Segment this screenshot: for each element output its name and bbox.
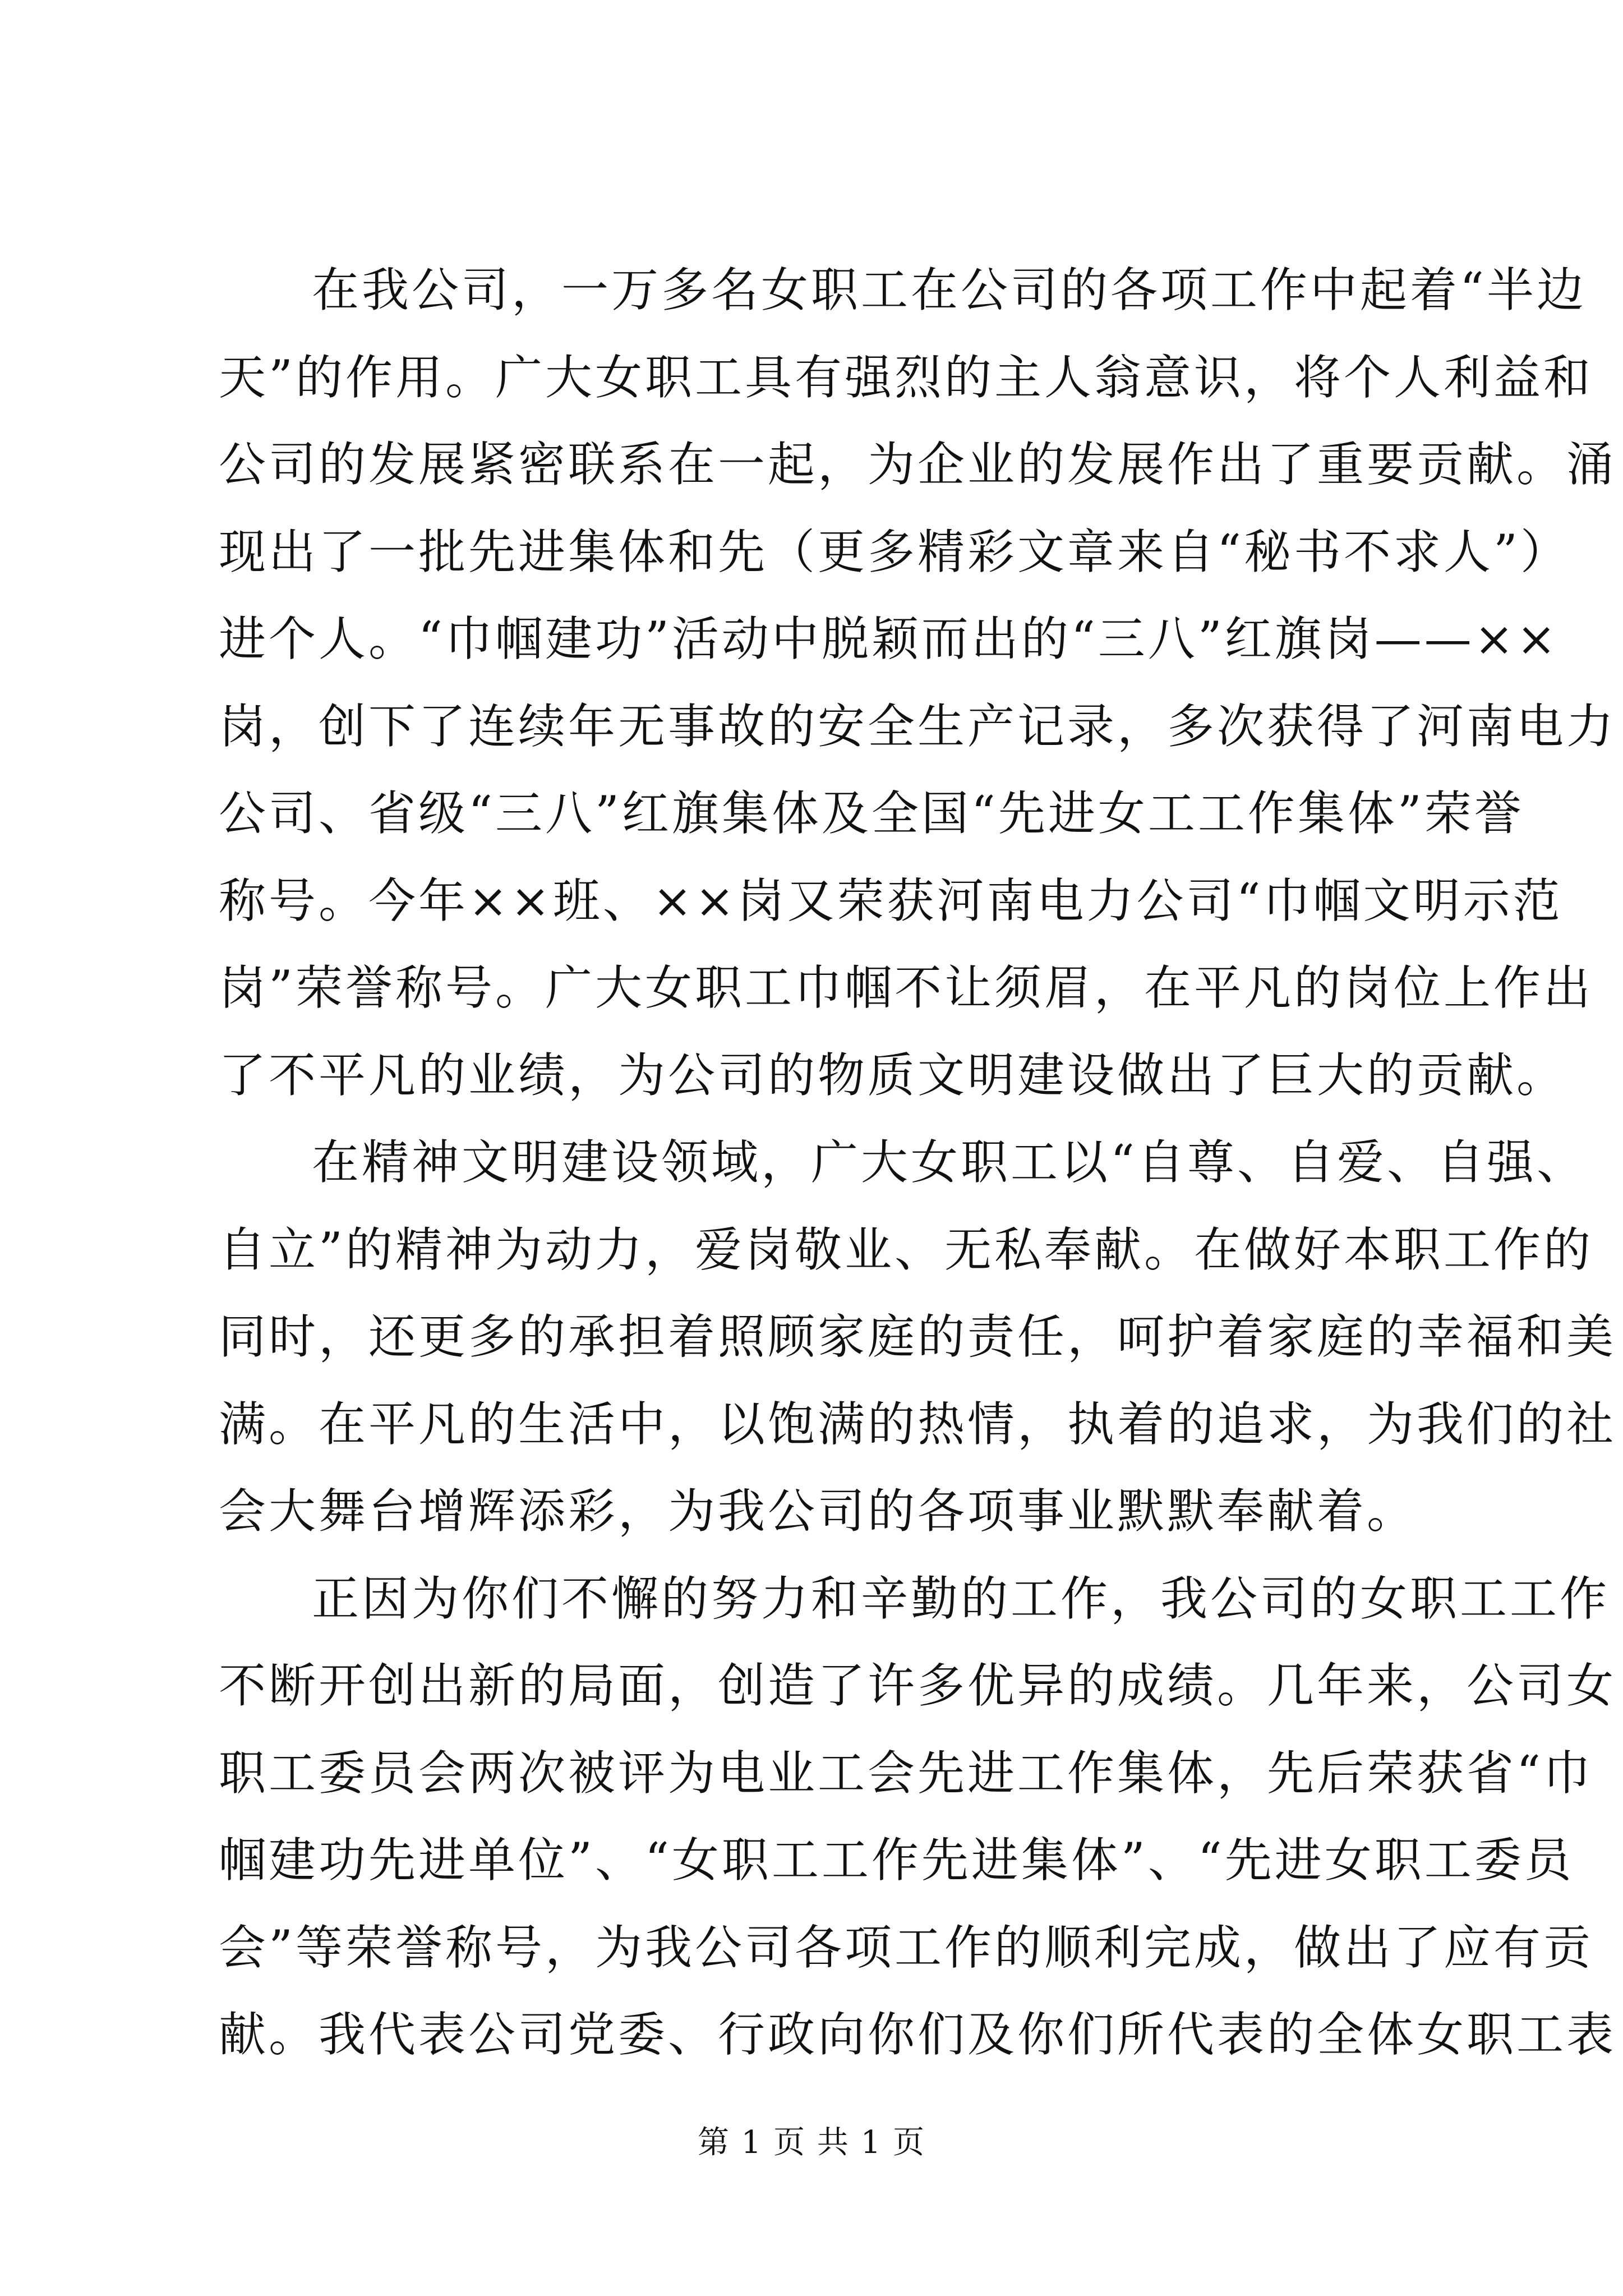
page-footer: 第 1 页 共 1 页 — [697, 2124, 926, 2161]
text-line: 公司、省级“三八”红旗集体及全国“先进女工工作集体”荣誉 — [219, 786, 1524, 841]
text-line: 自立”的精神为动力，爱岗敬业、无私奉献。在做好本职工作的 — [219, 1222, 1593, 1277]
text-line: 不断开创出新的局面，创造了许多优异的成绩。几年来，公司女 — [219, 1658, 1617, 1713]
text-line: 会”等荣誉称号，为我公司各项工作的顺利完成，做出了应有贡 — [219, 1920, 1593, 1975]
text-line: 岗”荣誉称号。广大女职工巾帼不让须眉，在平凡的岗位上作出 — [219, 960, 1593, 1015]
text-line: 称号。今年××班、××岗又荣获河南电力公司“巾帼文明示范 — [219, 873, 1563, 928]
text-line: 帼建功先进单位”、“女职工工作先进集体”、“先进女职工委员 — [219, 1833, 1574, 1888]
text-line: 会大舞台增辉添彩，为我公司的各项事业默默奉献着。 — [219, 1484, 1417, 1539]
text-line: 进个人。“巾帼建功”活动中脱颖而出的“三八”红旗岗——×× — [219, 611, 1559, 666]
text-line: 了不平凡的业绩，为公司的物质文明建设做出了巨大的贡献。 — [219, 1047, 1567, 1103]
text-line: 天”的作用。广大女职工具有强烈的主人翁意识，将个人利益和 — [219, 349, 1593, 405]
body-text — [219, 247, 1617, 2079]
text-line: 同时，还更多的承担着照顾家庭的责任，呵护着家庭的幸福和美 — [219, 1309, 1617, 1364]
text-line: 献。我代表公司党委、行政向你们及你们所代表的全体女职工表 — [219, 2007, 1617, 2062]
text-line: 正因为你们不懈的努力和辛勤的工作，我公司的女职工工作 — [312, 1571, 1610, 1626]
text-line: 公司的发展紧密联系在一起，为企业的发展作出了重要贡献。涌 — [219, 437, 1617, 492]
text-line: 职工委员会两次被评为电业工会先进工作集体，先后荣获省“巾 — [219, 1745, 1593, 1801]
text-line: 在我公司，一万多名女职工在公司的各项工作中起着“半边 — [312, 263, 1587, 318]
text-line: 满。在平凡的生活中，以饱满的热情，执着的追求，为我们的社 — [219, 1396, 1617, 1452]
text-line: 现出了一批先进集体和先（更多精彩文章来自“秘书不求人”） — [219, 524, 1570, 579]
text-line: 在精神文明建设领域，广大女职工以“自尊、自爱、自强、 — [312, 1135, 1587, 1190]
text-line: 岗，创下了连续年无事故的安全生产记录，多次获得了河南电力 — [219, 698, 1617, 754]
